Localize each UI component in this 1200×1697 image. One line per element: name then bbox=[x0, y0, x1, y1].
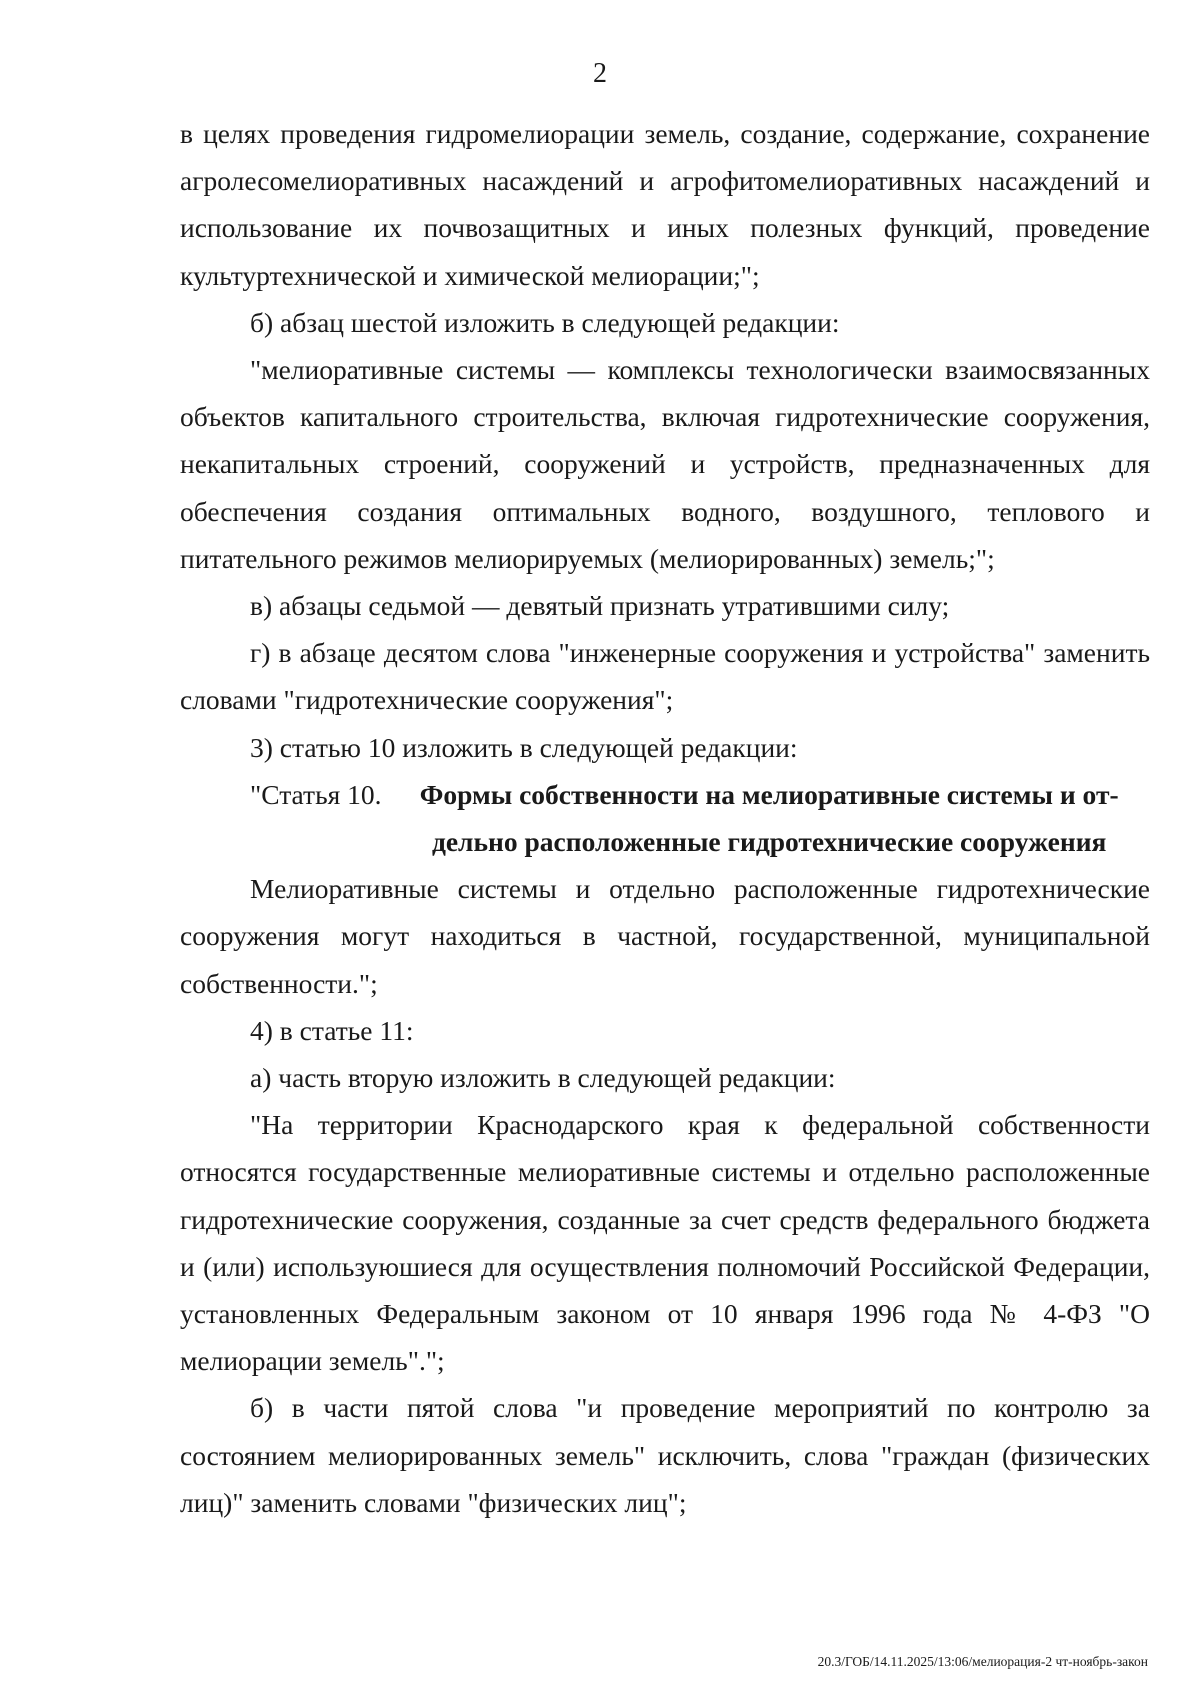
footer-doc-id: 20.3/ГОБ/14.11.2025/13:06/мелиорация-2 чт-ноябрь-закон bbox=[817, 1654, 1148, 1669]
paragraph-article-text: Мелиоративные системы и отдельно расположенные гидротехнические сооружения могут находиться в частной, государственной, муниципальной собственности."; bbox=[180, 873, 1150, 999]
article-title-line-2: дельно расположенные гидротехнические сооружения bbox=[431, 826, 1107, 858]
page-number: 2 bbox=[593, 58, 607, 89]
paragraph-item-a: а) часть вторую изложить в следующей редакции: bbox=[250, 1062, 836, 1094]
paragraph-item-g: г) в абзаце десятом слова "инженерные сооружения и устройства" заменить словами "гидротехнические сооружения"; bbox=[180, 637, 1150, 716]
article-title bbox=[388, 771, 1150, 865]
paragraph-item-v: в) абзацы седьмой — девятый признать утратившими силу; bbox=[250, 590, 950, 622]
paragraph-item-3: 3) статью 10 изложить в следующей редакции: bbox=[250, 731, 798, 763]
article-label: "Статья 10. bbox=[250, 778, 389, 810]
paragraph-quote-federal: "На территории Краснодарского края к федеральной собственности относятся государственные мелиоративные системы и отдельно расположенные гидротехнические сооружения, созданные за счет средств федерального бюджета и (или) используюшиеся для осуществления полномочий Российской Федерации, установленных Федеральным законом от 10 января 1996 года № 4-ФЗ "О мелиорации земель"."; bbox=[180, 1109, 1150, 1377]
paragraph-item-b-2: б) в части пятой слова "и проведение мероприятий по контролю за состоянием мелиорированных земель" исключить, слова "граждан (физических лиц)" заменить словами "физических лиц"; bbox=[180, 1392, 1150, 1518]
paragraph-quote-definition: "мелиоративные системы — комплексы технологически взаимосвязанных объектов капитального строительства, включая гидротехнические сооружения, некапитальных строений, сооружений и устройств, предназначенных для обеспечения создания оптимальных водного, воздушного, теплового и питательного режимов мелиорируемых (мелиорированных) земель;"; bbox=[180, 354, 1150, 574]
document-body bbox=[180, 110, 1150, 1526]
article-title-line-1: Формы собственности на мелиоративные системы и от- bbox=[419, 778, 1119, 810]
paragraph-item-4: 4) в статье 11: bbox=[250, 1014, 414, 1046]
paragraph-item-b: б) абзац шестой изложить в следующей редакции: bbox=[250, 306, 840, 338]
article-heading bbox=[180, 771, 1150, 865]
paragraph-continuation: в целях проведения гидромелиорации земель, создание, содержание, сохранение агролесомелиоративных насаждений и агрофитомелиоративных насаждений и использование их почвозащитных и иных полезных функций, проведение культуртехнической и химической мелиорации;"; bbox=[180, 118, 1150, 291]
